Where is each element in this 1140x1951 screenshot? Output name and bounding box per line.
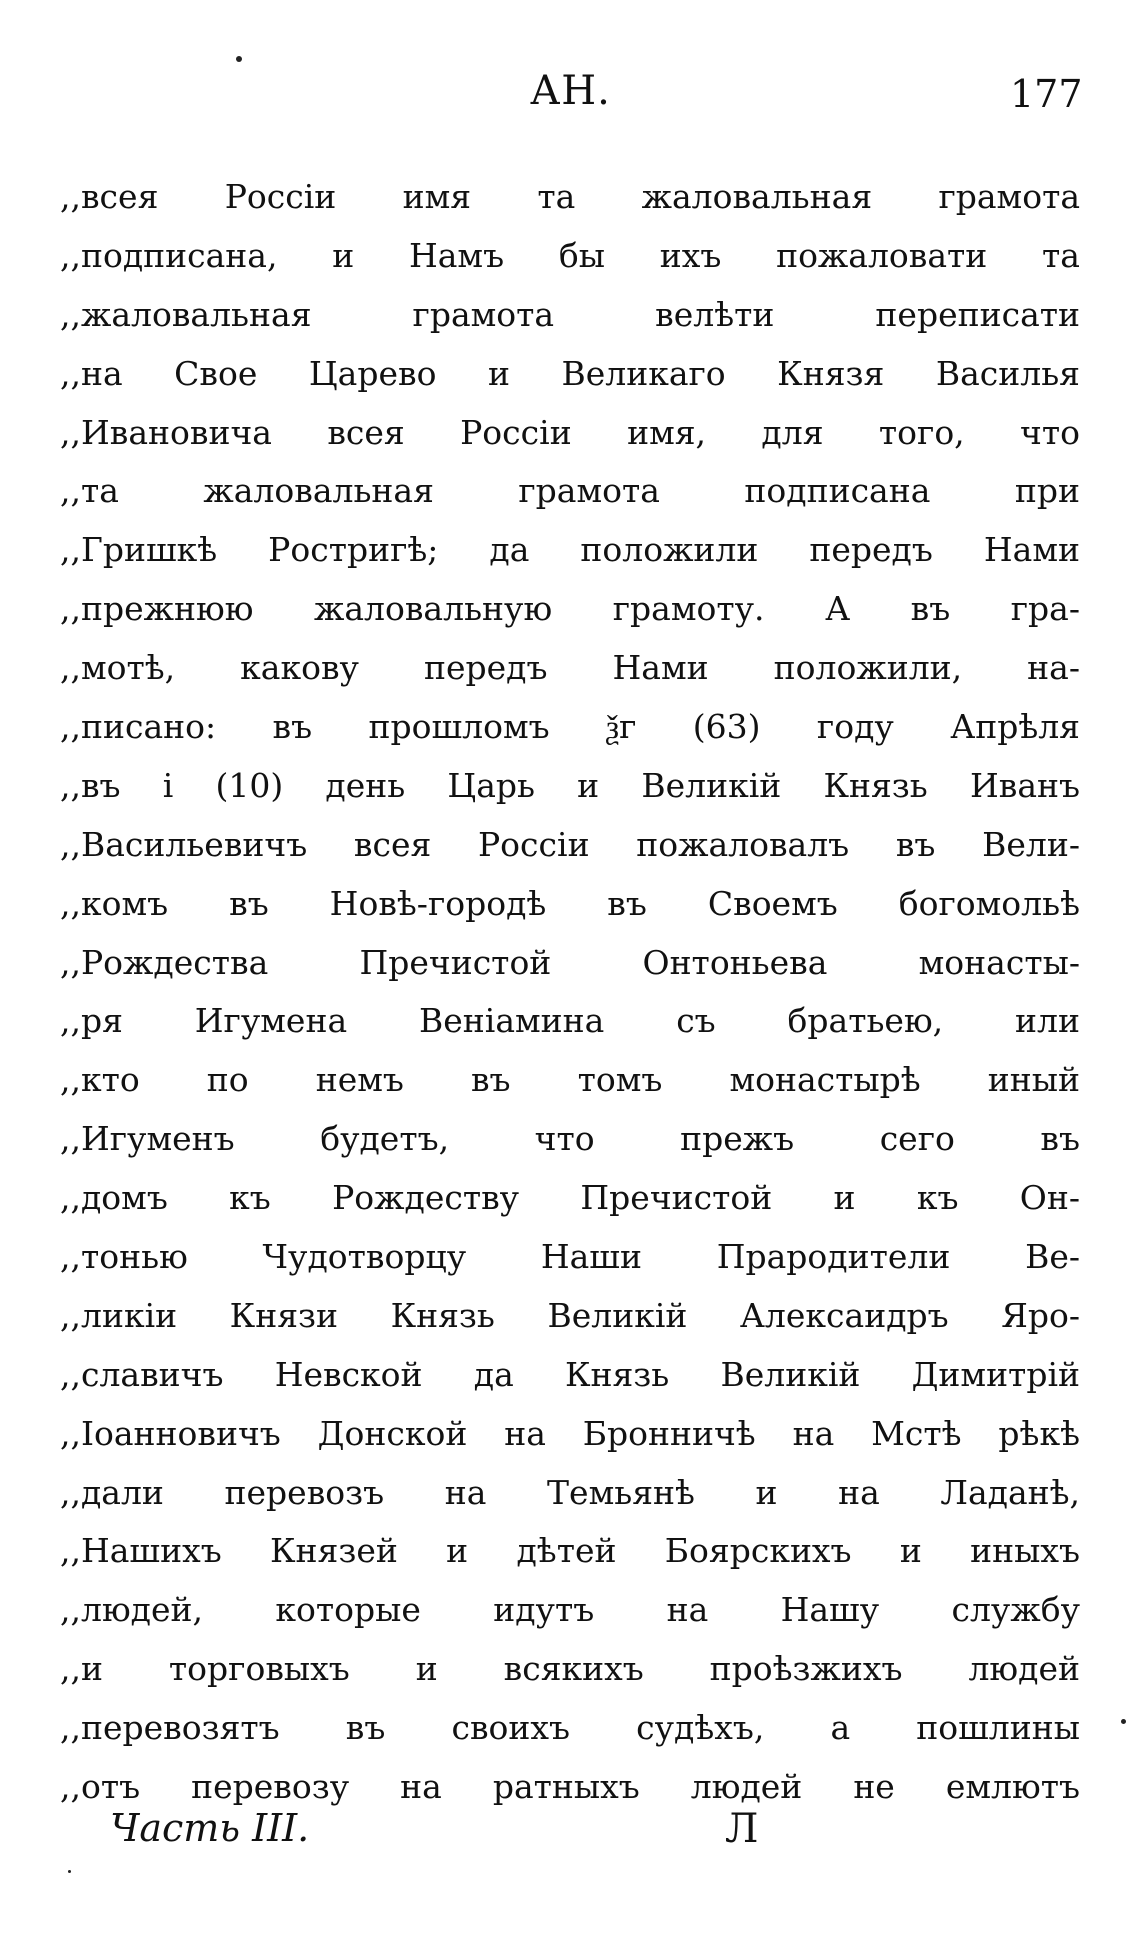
text-line: ,,домъ къ Рождеству Пречистой и къ Он- xyxy=(60,1178,1080,1218)
text-line: ,,Нашихъ Князей и дѣтей Боярскихъ и иныхъ xyxy=(60,1531,1080,1571)
text-line: ,,подписана, и Намъ бы ихъ пожаловати та xyxy=(60,235,1080,275)
text-line: ,,тонью Чудотворцу Наши Прародители Ве- xyxy=(60,1237,1080,1277)
text-line: ,,Игуменъ будетъ, что прежъ сего въ xyxy=(60,1119,1080,1159)
text-line: ,,та жаловальная грамота подписана при xyxy=(60,471,1080,511)
text-line: ,,прежнюю жаловальную грамоту. А въ гра- xyxy=(60,589,1080,629)
print-speck xyxy=(68,1870,71,1873)
signature-mark: Л xyxy=(725,1806,759,1852)
body-text xyxy=(60,168,1080,1817)
text-line: ,,комъ въ Новѣ-городѣ въ Своемъ богомольѣ xyxy=(60,883,1080,923)
text-line: ,,Рождества Пречистой Онтоньева монасты- xyxy=(60,942,1080,982)
text-line: ,,перевозятъ въ своихъ судѣхъ, а пошлины xyxy=(60,1708,1080,1748)
text-line: ,,въ і (10) день Царь и Великій Князь Иванъ xyxy=(60,765,1080,805)
text-line: ,,Ивановича всея Россіи имя, для того, что xyxy=(60,412,1080,452)
text-line: ,,и торговыхъ и всякихъ проѣзжихъ людей xyxy=(60,1649,1080,1689)
text-line: ,,писано: въ прошломъ ѯг (63) году Апрѣля xyxy=(60,707,1080,747)
text-line: ,,жаловальная грамота велѣти переписати xyxy=(60,294,1080,334)
running-head: АН. xyxy=(530,68,611,114)
text-line: ,,дали перевозъ на Темьянѣ и на Ладанѣ, xyxy=(60,1472,1080,1512)
text-line: ,,Іоанновичъ Донской на Бронничѣ на Мстѣ рѣкѣ xyxy=(60,1413,1080,1453)
text-line: ,,ря Игумена Веніамина съ братьею, или xyxy=(60,1001,1080,1041)
text-line: ,,ликіи Князи Князь Великій Алексаидръ Яро- xyxy=(60,1295,1080,1335)
text-line: ,,мотѣ, какову передъ Нами положили, на- xyxy=(60,648,1080,688)
print-speck xyxy=(1121,1719,1126,1724)
text-line: ,,людей, которые идутъ на Нашу службу xyxy=(60,1590,1080,1630)
print-speck xyxy=(236,56,242,62)
text-line: ,,славичъ Невской да Князь Великій Димитрій xyxy=(60,1354,1080,1394)
text-line: ,,всея Россіи имя та жаловальная грамота xyxy=(60,177,1080,216)
text-line: ,,Гришкѣ Ростригѣ; да положили передъ Нами xyxy=(60,530,1080,570)
text-line: ,,отъ перевозу на ратныхъ людей не емлютъ xyxy=(60,1767,1080,1807)
text-line: ,,на Свое Царево и Великаго Князя Василья xyxy=(60,353,1080,393)
text-line: ,,Васильевичъ всея Россіи пожаловалъ въ Вели- xyxy=(60,824,1080,864)
signature-line: Часть III. xyxy=(110,1806,310,1850)
text-line: ,,кто по немъ въ томъ монастырѣ иный xyxy=(60,1060,1080,1100)
page-number: 177 xyxy=(1010,72,1083,116)
